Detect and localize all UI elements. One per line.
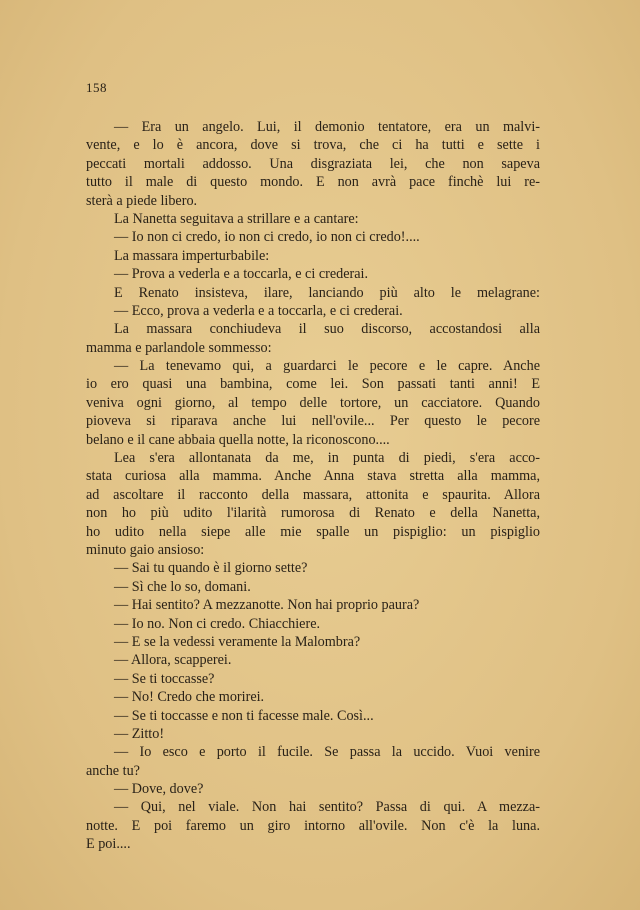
text-line: — Sai tu quando è il giorno sette? [114,560,308,577]
text-line: belano e il cane abbaia quella notte, la riconoscono.... [86,431,390,448]
text-line: mamma e parlandole sommesso: [86,339,272,356]
text-line: La massara conchiudeva il suo discorso, accostandosi alla [114,321,540,338]
text-line: La Nanetta seguitava a strillare e a cantare: [114,210,359,227]
text-line: — Io non ci credo, io non ci credo, io non ci credo!.... [114,229,420,246]
text-line: — Zitto! [114,725,165,742]
text-line: — Se ti toccasse e non ti facesse male. Così... [114,707,374,724]
text-line: — Sì che lo so, domani. [114,578,251,595]
text-line: pioveva si riparava anche lui nell'ovile... Per questo le pecore [86,413,540,430]
text-line: anche tu? [86,762,140,779]
text-line: — No! Credo che morirei. [114,689,265,706]
text-line: io ero quasi una bambina, come lei. Son passati tanti anni! E [86,376,540,393]
text-line: stata curiosa alla mamma. Anche Anna stava stretta alla mamma, [86,468,540,485]
text-line: E Renato insisteva, ilare, lanciando più alto le melagrane: [114,284,540,301]
text-line: sterà a piede libero. [86,192,198,209]
text-line: — Ecco, prova a vederla e a toccarla, e ci crederai. [114,302,403,319]
text-line: — Allora, scapperei. [114,652,232,669]
text-line: non ho più udito l'ilarità rumorosa di Renato e della Nanetta, [86,505,540,522]
text-line: E poi.... [86,836,131,853]
text-line: — Se ti toccasse? [114,670,215,687]
text-line: La massara imperturbabile: [114,247,270,264]
text-line: minuto gaio ansioso: [86,541,205,558]
text-line: tutto il male di questo mondo. E non avrà pace finchè lui re- [86,174,540,191]
text-line: — E se la vedessi veramente la Malombra? [114,633,361,650]
page-number: 158 [86,80,107,95]
text-line: notte. E poi faremo un giro intorno all'ovile. Non c'è la luna. [86,817,540,834]
body-text [86,118,540,854]
text-line: veniva ogni giorno, al tempo delle tortore, un cacciatore. Quando [86,394,540,411]
text-line: — Hai sentito? A mezzanotte. Non hai proprio paura? [114,597,420,614]
text-line: ho udito nella siepe alle mie spalle un pispiglio: un pispiglio [86,523,540,540]
text-line: — Prova a vederla e a toccarla, e ci crederai. [114,266,369,283]
text-line: — Qui, nel viale. Non hai sentito? Passa di qui. A mezza- [114,799,540,816]
text-line: peccati mortali addosso. Una disgraziata lei, che non sapeva [86,155,540,172]
text-line: vente, e lo è ancora, dove si trova, che ci ha tutti e sette i [86,137,540,154]
text-line: — Io esco e porto il fucile. Se passa la uccido. Vuoi venire [114,744,540,761]
text-line: — Io no. Non ci credo. Chiacchiere. [114,615,321,632]
text-line: ad ascoltare il racconto della massara, attonita e spaurita. Allora [86,486,540,503]
text-line: — Dove, dove? [114,781,204,798]
text-line: — Era un angelo. Lui, il demonio tentatore, era un malvi- [114,119,540,135]
text-line: Lea s'era allontanata da me, in punta di piedi, s'era acco- [114,450,540,467]
text-line: — La tenevamo qui, a guardarci le pecore e le capre. Anche [114,358,540,375]
